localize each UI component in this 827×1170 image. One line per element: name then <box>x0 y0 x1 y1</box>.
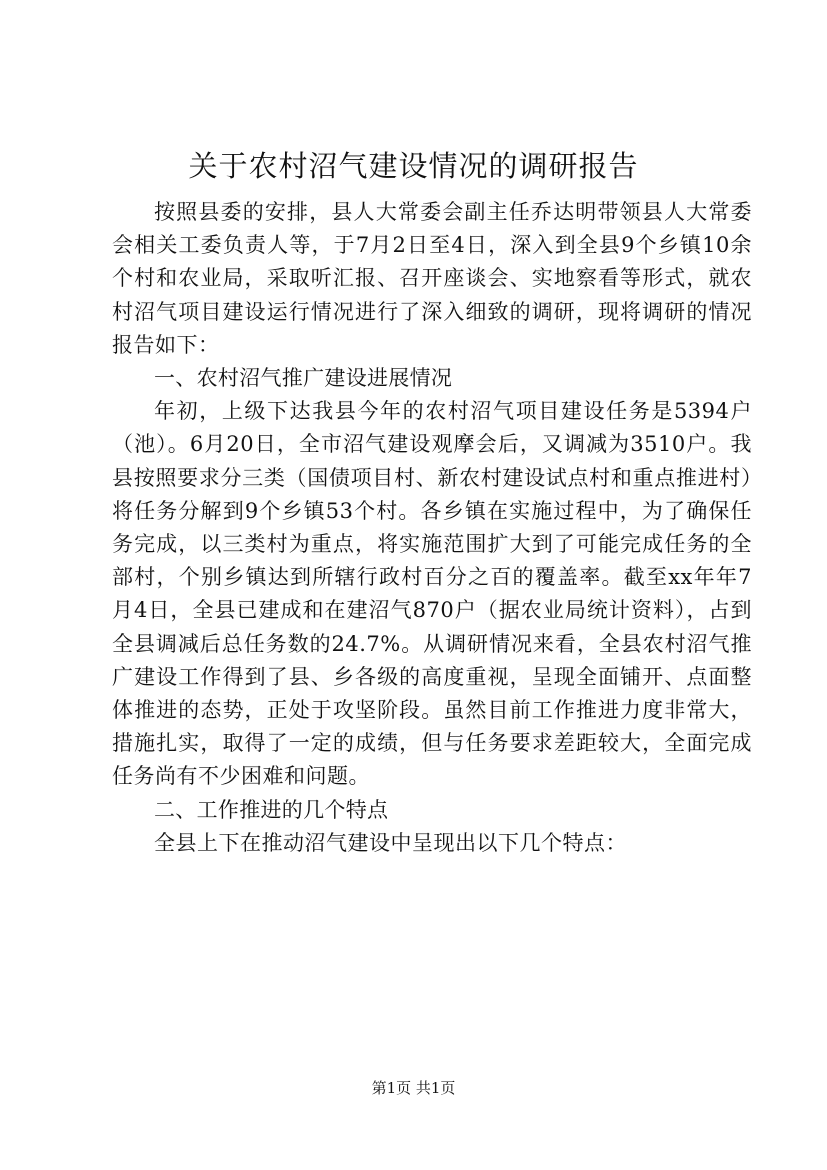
document-title: 关于农村沼气建设情况的调研报告 <box>188 149 639 183</box>
document-body <box>112 196 752 860</box>
paragraph-progress: 年初，上级下达我县今年的农村沼气项目建设任务是5394户（池）。6月20日，全市沼气建设观摩会后，又调减为3510户。我县按照要求分三类（国债项目村、新农村建设试点村和重点推进村）将任务分解到9个乡镇53个村。各乡镇在实施过程中，为了确保任务完成，以三类村为重点，将实施范围扩大到了可能完成任务的全部村，个别乡镇达到所辖行政村百分之百的覆盖率。截至xx年年7月4日，全县已建成和在建沼气870户（据农业局统计资料），占到全县调减后总任务数的24.7%。从调研情况来看，全县农村沼气推广建设工作得到了县、乡各级的高度重视，呈现全面铺开、点面整体推进的态势，正处于攻坚阶段。虽然目前工作推进力度非常大，措施扎实，取得了一定的成绩，但与任务要求差距较大，全面完成任务尚有不少困难和问题。 <box>112 399 752 789</box>
paragraph-features: 全县上下在推动沼气建设中呈现出以下几个特点： <box>154 830 627 855</box>
paragraph-intro: 按照县委的安排，县人大常委会副主任乔达明带领县人大常委会相关工委负责人等，于7月2日至4日，深入到全县9个乡镇10余个村和农业局，采取听汇报、召开座谈会、实地察看等形式，就农村沼气项目建设运行情况进行了深入细致的调研，现将调研的情况报告如下： <box>112 200 752 357</box>
section-heading-2: 二、工作推进的几个特点 <box>154 797 389 822</box>
section-heading-1: 一、农村沼气推广建设进展情况 <box>154 366 453 391</box>
page-footer: 第1页 共1页 <box>371 1079 456 1097</box>
